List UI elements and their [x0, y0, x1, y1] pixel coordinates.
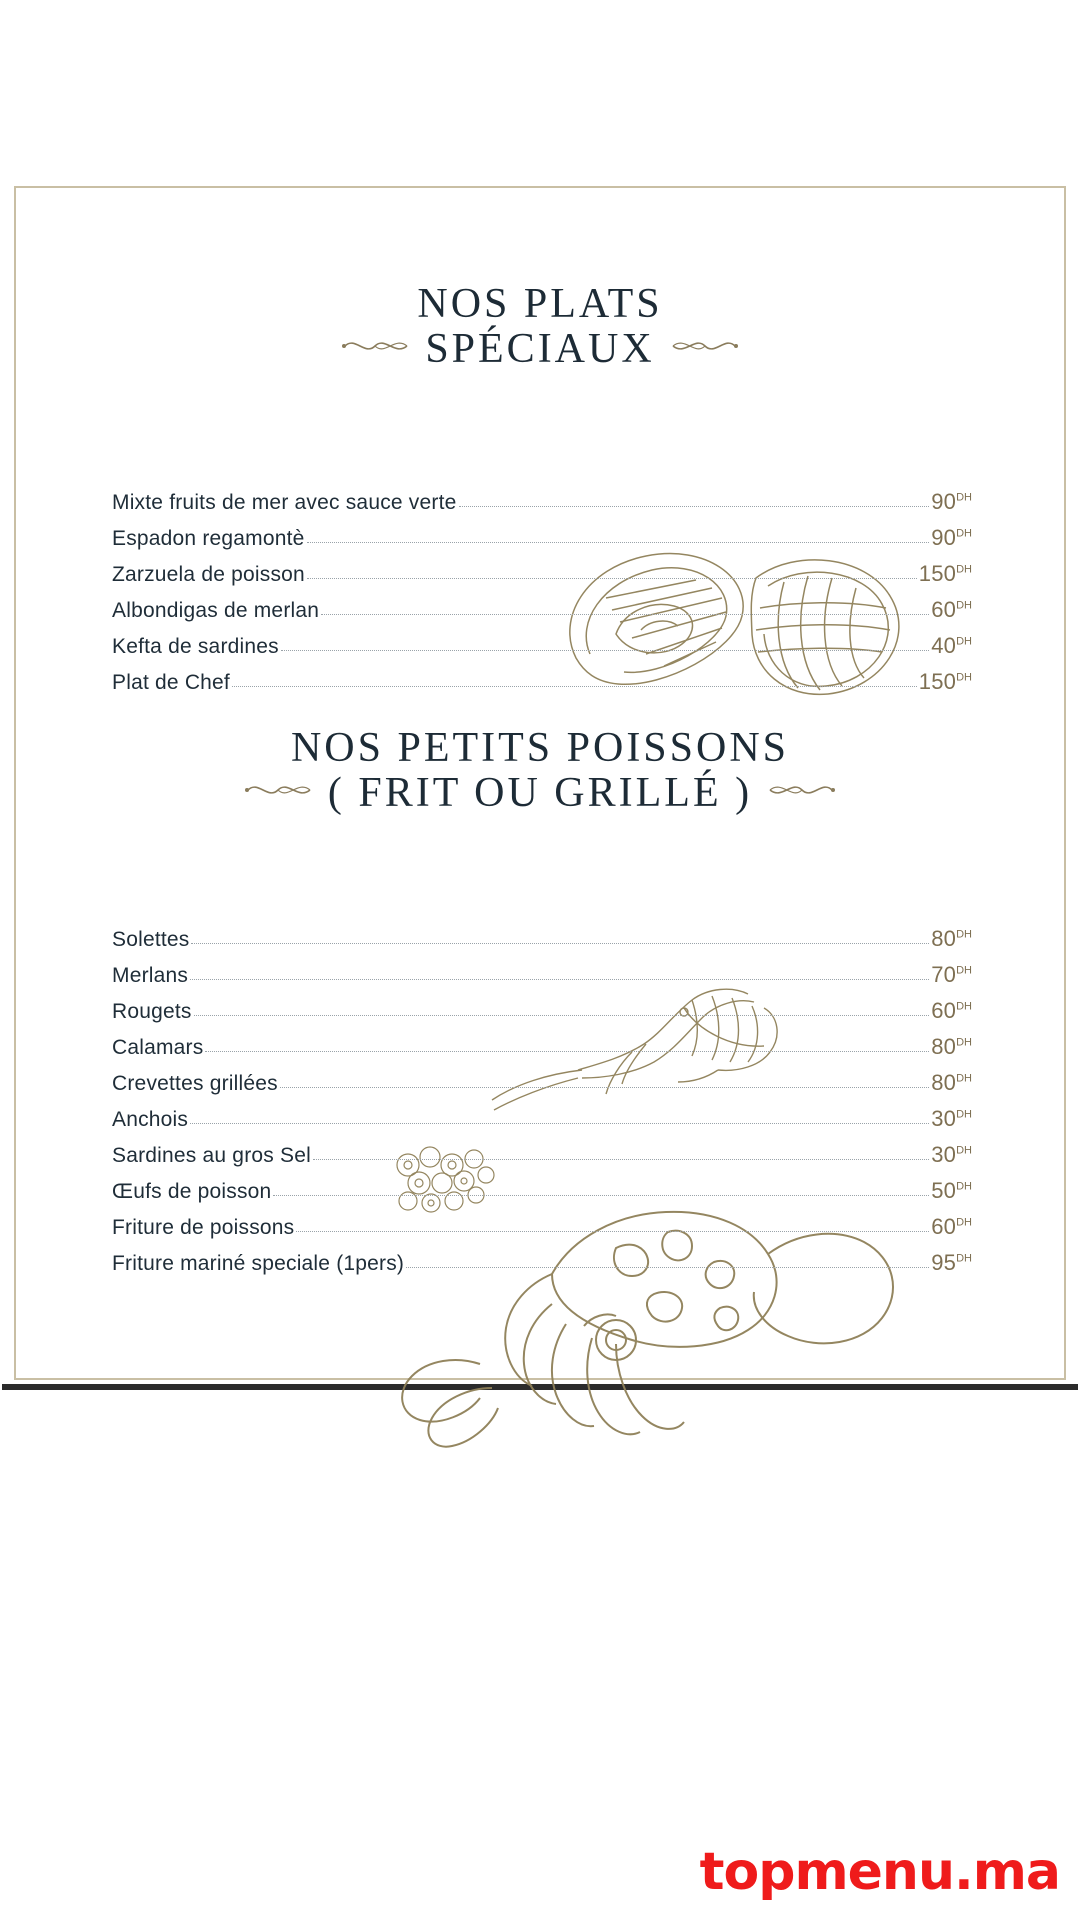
leader-dots: [459, 505, 930, 507]
item-price-currency: DH: [956, 1252, 972, 1265]
leader-dots: [307, 577, 917, 579]
watermark: topmenu.ma: [699, 1842, 1060, 1902]
item-price-currency: DH: [956, 1108, 972, 1121]
item-price-value: 80: [931, 1070, 957, 1095]
item-price: [931, 491, 972, 513]
item-price-currency: DH: [956, 563, 972, 576]
menu-item: [112, 993, 972, 1029]
item-price: [931, 1144, 972, 1166]
item-name: Albondigas de merlan: [112, 599, 320, 622]
item-name: Kefta de sardines: [112, 635, 279, 658]
menu-item: [112, 1173, 972, 1209]
item-name: Crevettes grillées: [112, 1072, 278, 1095]
item-price-value: 150: [918, 561, 957, 586]
menu-item: [112, 592, 972, 628]
item-price-value: 30: [931, 1106, 957, 1131]
flourish-right-icon: [766, 777, 836, 808]
item-name: Merlans: [112, 964, 189, 987]
item-name: Plat de Chef: [112, 671, 230, 694]
item-price-currency: DH: [956, 1144, 972, 1157]
item-name: Sardines au gros Sel: [112, 1144, 311, 1167]
leader-dots: [191, 942, 929, 944]
menu-item: [112, 1137, 972, 1173]
item-price: [931, 1072, 972, 1094]
section-title-line-2: ( FRIT OU GRILLÉ ): [327, 769, 753, 816]
section-title-line-1: NOS PLATS: [417, 281, 663, 327]
item-price-currency: DH: [956, 527, 972, 540]
item-price: [931, 1252, 972, 1274]
leader-dots: [273, 1194, 929, 1196]
item-price-currency: DH: [956, 491, 972, 504]
item-price-currency: DH: [956, 1000, 972, 1013]
menu-item: [112, 957, 972, 993]
item-price-currency: DH: [956, 1036, 972, 1049]
leader-dots: [194, 1014, 930, 1016]
menu-item: [112, 664, 972, 700]
item-price: [919, 671, 972, 693]
item-price-currency: DH: [956, 1072, 972, 1085]
item-name: Rougets: [112, 1000, 192, 1023]
item-price-currency: DH: [956, 964, 972, 977]
menu-item: [112, 1245, 972, 1281]
leader-dots: [406, 1266, 929, 1268]
item-price: [931, 1000, 972, 1022]
menu-item: [112, 1065, 972, 1101]
section-title-line-1: NOS PETITS POISSONS: [290, 725, 790, 771]
menu-item: [112, 1209, 972, 1245]
item-price: [931, 599, 972, 621]
item-price-value: 95: [931, 1250, 957, 1275]
flourish-left-icon: [341, 333, 411, 364]
leader-dots: [280, 1086, 929, 1088]
flourish-right-icon: [669, 333, 739, 364]
item-name: Zarzuela de poisson: [112, 563, 305, 586]
section-title-line-2: SPÉCIAUX: [425, 325, 655, 372]
leader-dots: [321, 613, 929, 615]
item-price: [931, 1180, 972, 1202]
item-price-value: 70: [931, 962, 957, 987]
item-name: Friture de poissons: [112, 1216, 295, 1239]
item-price-currency: DH: [956, 1216, 972, 1229]
section-title-nos-plats-speciaux: [16, 282, 1064, 371]
item-price: [931, 1036, 972, 1058]
menu-items-nos-plats-speciaux: [112, 484, 972, 700]
menu-item: [112, 921, 972, 957]
item-price-value: 60: [931, 998, 957, 1023]
leader-dots: [190, 1122, 929, 1124]
item-price: [931, 1216, 972, 1238]
item-name: Friture mariné speciale (1pers): [112, 1252, 405, 1275]
menu-item: [112, 1029, 972, 1065]
item-name: Anchois: [112, 1108, 189, 1131]
item-price-value: 80: [931, 926, 957, 951]
leader-dots: [205, 1050, 929, 1052]
section-title-nos-petits-poissons: [16, 726, 1064, 815]
menu-item: [112, 556, 972, 592]
menu-page: [14, 186, 1066, 1380]
menu-item: [112, 484, 972, 520]
item-price-currency: DH: [956, 635, 972, 648]
menu-items-nos-petits-poissons: [112, 921, 972, 1281]
item-price-currency: DH: [956, 928, 972, 941]
item-price-value: 80: [931, 1034, 957, 1059]
menu-sheet: [16, 188, 1064, 1378]
menu-item: [112, 1101, 972, 1137]
item-price-value: 30: [931, 1142, 957, 1167]
item-name: Œufs de poisson: [112, 1180, 272, 1203]
leader-dots: [190, 978, 929, 980]
item-price-value: 150: [918, 669, 957, 694]
item-price: [931, 928, 972, 950]
page-bottom-rule: [2, 1384, 1078, 1390]
leader-dots: [313, 1158, 929, 1160]
item-price: [931, 1108, 972, 1130]
item-price-value: 90: [931, 525, 957, 550]
item-name: Espadon regamontè: [112, 527, 305, 550]
item-price-value: 40: [931, 633, 957, 658]
item-price: [931, 635, 972, 657]
item-price-currency: DH: [956, 671, 972, 684]
flourish-left-icon: [244, 777, 314, 808]
item-price-value: 60: [931, 1214, 957, 1239]
item-name: Solettes: [112, 928, 190, 951]
leader-dots: [281, 649, 929, 651]
item-price: [931, 527, 972, 549]
leader-dots: [296, 1230, 929, 1232]
leader-dots: [232, 685, 917, 687]
item-price-value: 90: [931, 489, 957, 514]
item-price-currency: DH: [956, 599, 972, 612]
item-name: Calamars: [112, 1036, 204, 1059]
item-price-value: 50: [931, 1178, 957, 1203]
item-price-currency: DH: [956, 1180, 972, 1193]
item-price: [919, 563, 972, 585]
item-price-value: 60: [931, 597, 957, 622]
item-price: [931, 964, 972, 986]
item-name: Mixte fruits de mer avec sauce verte: [112, 491, 457, 514]
leader-dots: [307, 541, 930, 543]
menu-item: [112, 520, 972, 556]
menu-item: [112, 628, 972, 664]
